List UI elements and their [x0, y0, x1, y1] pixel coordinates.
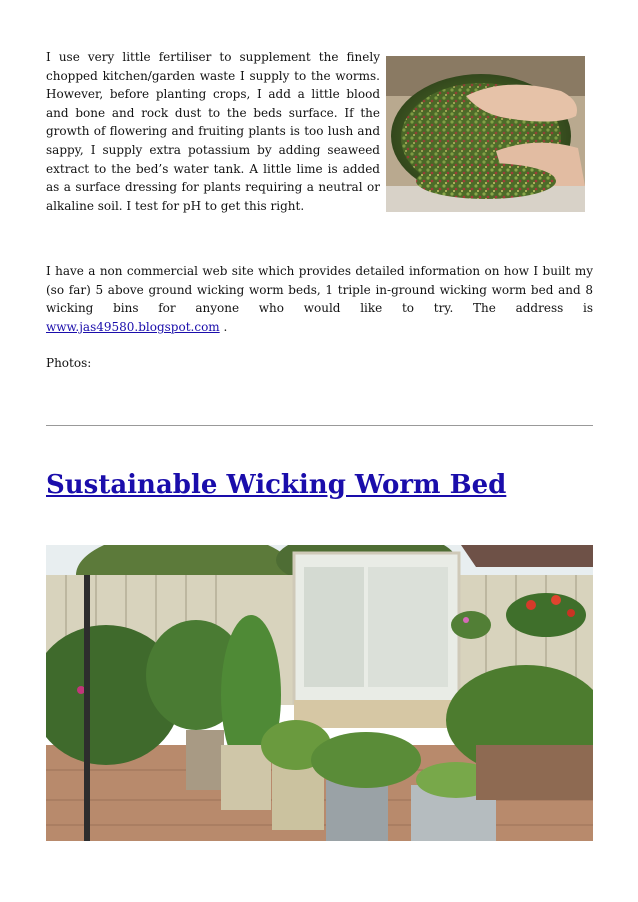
- website-text-before: I have a non commercial web site which provides detailed information on how I built my (so far) 5 above ground wicking worm beds, 1 triple in-ground wicking worm bed and 8 wicking bins for anyone who would like to try. The address is: [46, 264, 593, 316]
- fertiliser-paragraph: I use very little fertiliser to supplement the finely chopped kitchen/garden waste I supply to the worms. However, before planting crops, I add a little blood and bone and rock dust to the beds surface. If the growth of flowering and fruiting plants is too lush and sappy, I supply extra potassium by adding seaweed extract to the bed’s water tank. A little lime is added as a surface dressing for plants requiring a neutral or alkaline soil. I test for pH to get this right.: [46, 50, 380, 213]
- garden-worm-bed-photo: [46, 545, 593, 841]
- website-text-after: .: [219, 319, 228, 334]
- horizontal-divider: [46, 425, 593, 426]
- article-title-link[interactable]: Sustainable Wicking Worm Bed: [46, 470, 507, 500]
- website-paragraph: [46, 262, 593, 336]
- blog-link[interactable]: www.jas49580.blogspot.com: [46, 319, 220, 334]
- compost-hand-photo: [386, 56, 585, 212]
- photos-label: Photos:: [46, 356, 92, 370]
